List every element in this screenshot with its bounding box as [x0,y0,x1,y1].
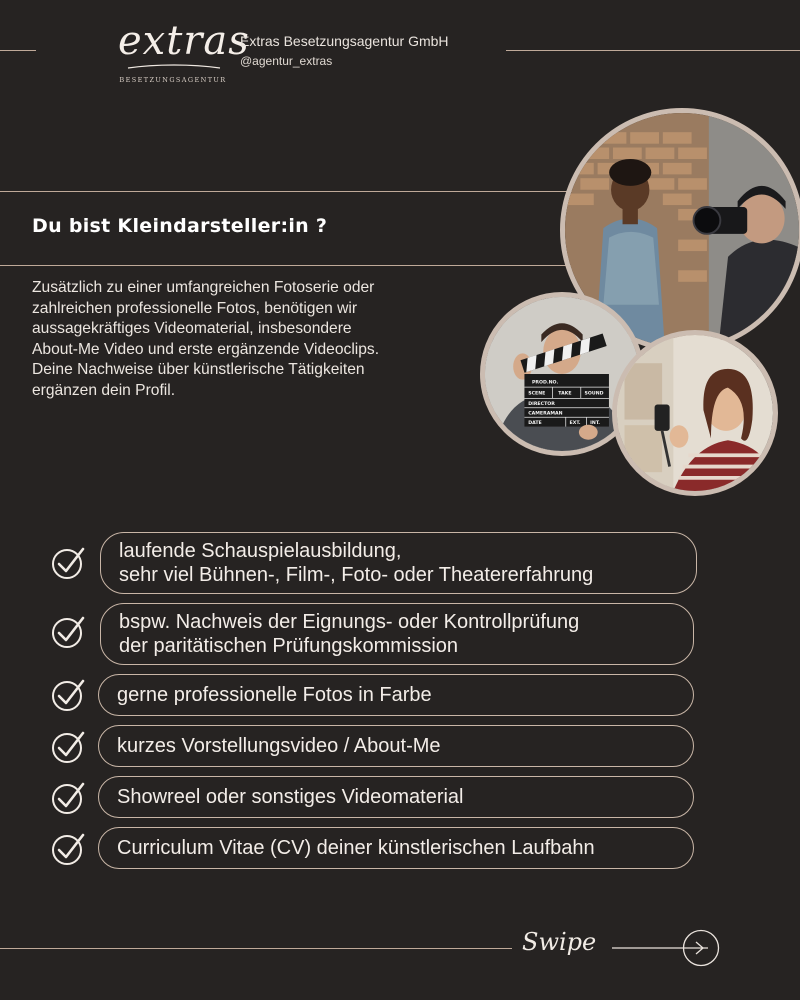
logo-swash-icon [126,62,222,72]
swipe-line-left [0,948,512,949]
list-item: kurzes Vorstellungsvideo / About-Me [98,725,694,767]
page-title: Du bist Kleindarsteller:in ? [32,215,328,237]
header-line-right [506,50,800,51]
checkmark-circle-icon [50,614,86,650]
intro-text: Zusätzlich zu einer umfangreichen Fotoserie oder zahlreichen professionelle Fotos, benötigen wir aussagekräftiges Videomaterial, insbesondere About-Me Video und erste ergänzende Videoclips. Deine Nachweise über künstlerische Tätigkeiten ergänzen dein Profil. [32,279,380,399]
brand-handle: @agentur_extras [240,54,333,68]
headline-line-bottom [0,265,575,266]
checkmark-circle-icon [50,831,86,867]
checkmark-circle-icon [50,677,86,713]
clapper-prod: PROD.NO. [531,380,559,386]
clapper-scene: SCENE [528,391,546,397]
clapper-sound: SOUND [584,391,604,397]
checkmark-circle-icon [50,545,86,581]
clapper-director: DIRECTOR [528,401,555,407]
clapper-date: DATE [528,420,542,426]
extras-logo [118,18,250,88]
list-item: gerne professionelle Fotos in Farbe [98,674,694,716]
checkmark-circle-icon [50,729,86,765]
clapper-cameraman: CAMERAMAN [528,411,563,417]
brand-name: Extras Besetzungsagentur GmbH [240,33,449,49]
list-item: Showreel oder sonstiges Videomaterial [98,776,694,818]
list-item: Curriculum Vitae (CV) deiner künstlerischen Laufbahn [98,827,694,869]
logo-word: extras [118,18,250,64]
headline-line-top [0,191,580,192]
swipe-label: Swipe [522,928,597,956]
list-item: bspw. Nachweis der Eignungs- oder Kontrollprüfung der paritätischen Prüfungskommission [100,603,694,665]
clapper-take: TAKE [558,391,572,397]
list-item: laufende Schauspielausbildung, sehr viel Bühnen-, Film-, Foto- oder Theatererfahrung [100,532,697,594]
arrow-right-icon[interactable] [610,928,722,968]
clapper-ext: EXT. [569,420,581,426]
photo-selfie-video [612,330,778,496]
clapper-int: INT. [590,420,601,426]
header-line-left [0,50,36,51]
checkmark-circle-icon [50,780,86,816]
logo-subtitle: BESETZUNGSAGENTUR [119,76,227,84]
